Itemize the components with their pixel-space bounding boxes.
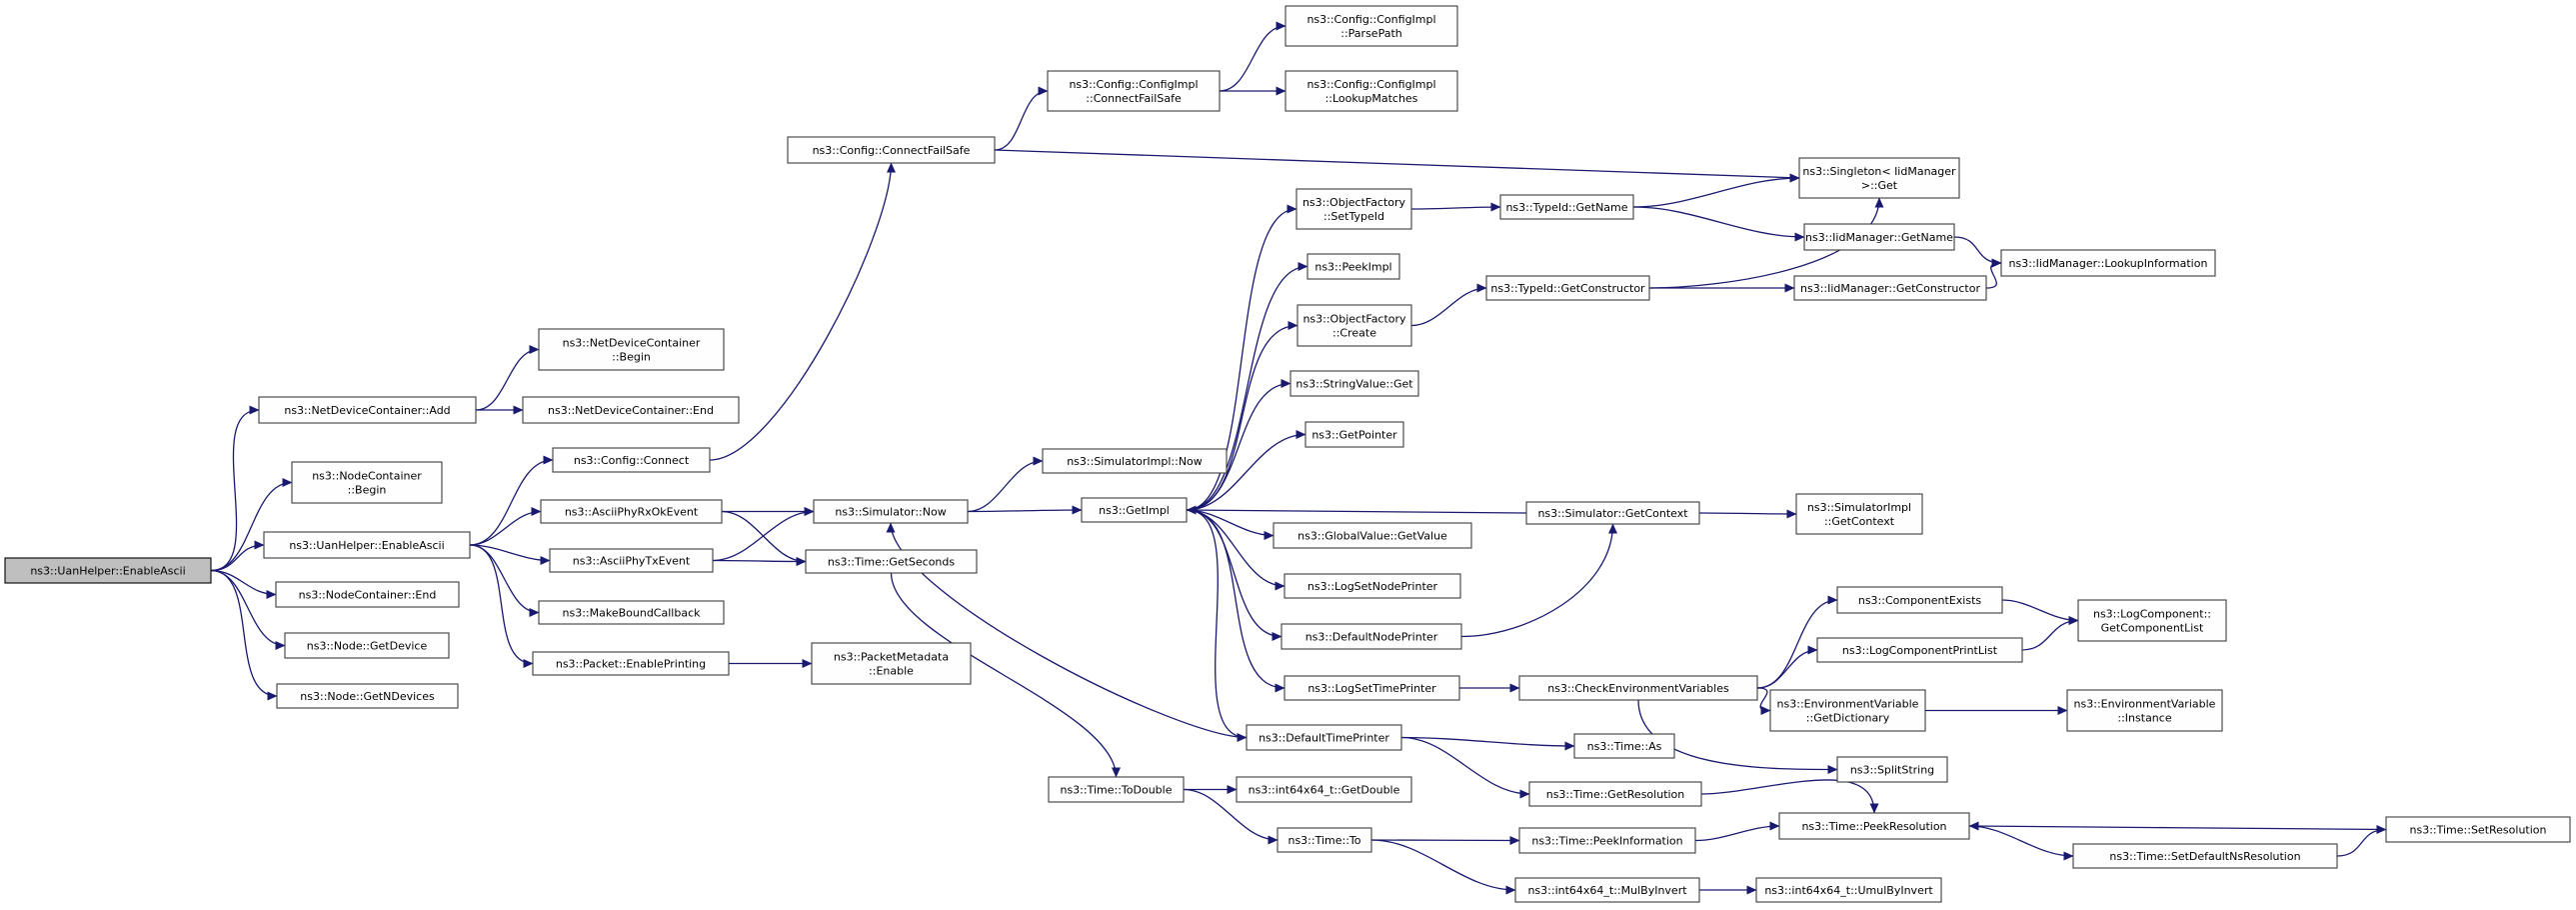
edge-iidmanager-getconstructor--iidmanager-lookupinformation (1986, 263, 2001, 288)
edge-config-connectfailsafe--configimpl-connectfailsafe (995, 91, 1048, 150)
edge-asciiphytxevent--time-getseconds (713, 561, 806, 562)
node-box (1296, 189, 1411, 229)
graph-node-configimpl-parsepath[interactable] (1286, 6, 1457, 46)
node-label: ns3::NodeContainer::End (298, 588, 437, 602)
node-label: ns3::LogSetNodePrinter (1306, 580, 1438, 593)
edge-defaultnodeprinter--simulator-getcontext (1461, 524, 1613, 637)
node-label: ns3::NodeContainer ::Begin (312, 469, 422, 497)
node-label: ns3::SimulatorImpl::Now (1067, 455, 1203, 468)
graph-node-simulator-now[interactable] (814, 500, 968, 523)
node-label: ns3::AsciiPhyRxOkEvent (564, 505, 699, 519)
graph-node-typeid-getname[interactable] (1500, 195, 1633, 219)
node-label: ns3::Node::GetDevice (306, 639, 428, 653)
node-label: ns3::TypeId::GetName (1505, 201, 1628, 214)
graph-node-environmentvariable-instance[interactable] (2067, 690, 2222, 731)
node-label: ns3::EnvironmentVariable ::GetDictionary (1776, 697, 1919, 725)
node-label: ns3::Config::ConfigImpl ::ConnectFailSafe (1069, 78, 1199, 105)
node-label: ns3::TypeId::GetConstructor (1490, 282, 1645, 295)
node-label: ns3::Singleton< IidManager >::Get (1802, 165, 1956, 192)
node-label: ns3::EnvironmentVariable ::Instance (2073, 697, 2216, 725)
node-label: ns3::Time::PeekResolution (1801, 820, 1947, 833)
graph-node-objectfactory-settypeid[interactable] (1296, 189, 1411, 229)
edge-objectfactory-settypeid--typeid-getname (1411, 207, 1500, 209)
graph-node-uanhelper-enableascii[interactable] (264, 532, 470, 558)
node-label: ns3::SimulatorImpl ::GetContext (1806, 501, 1912, 528)
edge-time-peekresolution--time-setdefaultnsresolution (1969, 826, 2073, 856)
edge-getimpl--defaulttimeprinter (1187, 510, 1247, 738)
node-label: ns3::ObjectFactory ::SetTypeId (1301, 196, 1406, 223)
node-label: ns3::Time::SetDefaultNsResolution (2109, 850, 2301, 863)
edge-configimpl-connectfailsafe--configimpl-parsepath (1220, 26, 1286, 91)
edge-uan-enableascii-root--node-getdevice (211, 571, 285, 646)
graph-node-time-as[interactable] (1574, 734, 1674, 758)
graph-node-time-peekinformation[interactable] (1519, 828, 1695, 853)
node-label: ns3::MakeBoundCallback (562, 606, 701, 620)
graph-node-nodecontainer-end[interactable] (276, 582, 459, 607)
node-label: ns3::Time::GetSeconds (827, 555, 956, 569)
node-label: ns3::Simulator::GetContext (1537, 507, 1688, 520)
graph-node-netdevicecontainer-add[interactable] (259, 397, 476, 423)
graph-node-environmentvariable-getdictionary[interactable] (1770, 690, 1925, 731)
node-label: ns3::LogSetTimePrinter (1307, 682, 1436, 695)
node-label: ns3::Config::ConfigImpl ::ParsePath (1306, 13, 1436, 40)
node-label: ns3::StringValue::Get (1295, 377, 1413, 391)
graph-node-splitstring[interactable] (1837, 757, 1947, 782)
edge-typeid-getname--singleton-iidmanager-get (1633, 178, 1799, 207)
graph-node-getpointer[interactable] (1305, 422, 1403, 447)
node-box (1286, 71, 1457, 111)
node-label: ns3::NetDeviceContainer ::Begin (562, 336, 701, 364)
node-label: ns3::int64x64_t::UmulByInvert (1764, 884, 1933, 897)
graph-node-logsettimeprinter[interactable] (1285, 676, 1459, 700)
graph-node-asciiphyrxokevent[interactable] (541, 500, 722, 523)
node-label: ns3::Time::SetResolution (2409, 823, 2547, 837)
edge-componentexists--logcomponent-getcomponentlist (2002, 600, 2078, 621)
node-label: ns3::DefaultNodePrinter (1304, 630, 1438, 644)
node-label: ns3::Node::GetNDevices (300, 690, 435, 703)
node-box (2067, 690, 2222, 731)
node-label: ns3::LogComponent:: GetComponentList (2092, 607, 2212, 635)
edge-layer (211, 26, 2386, 890)
graph-node-logsetnodeprinter[interactable] (1285, 574, 1460, 598)
node-box (1048, 71, 1220, 111)
edge-time-setdefaultnsresolution--time-setresolution (2337, 830, 2386, 857)
node-layer (5, 6, 2570, 902)
edge-defaulttimeprinter--time-getresolution (1401, 738, 1529, 795)
graph-node-logcomponent-getcomponentlist[interactable] (2078, 600, 2226, 641)
edge-time-to--time-peekinformation (1371, 840, 1519, 841)
graph-node-node-getndevices[interactable] (277, 684, 458, 708)
node-label: ns3::IidManager::GetConstructor (1800, 282, 1980, 295)
node-label: ns3::int64x64_t::MulByInvert (1527, 884, 1687, 897)
graph-node-singleton-iidmanager-get[interactable] (1799, 158, 1959, 198)
edge-uanhelper-enableascii--asciiphytxevent (470, 545, 550, 561)
graph-node-int64x64-umulbyinvert[interactable] (1756, 878, 1941, 902)
graph-node-time-setdefaultnsresolution[interactable] (2073, 844, 2337, 868)
graph-node-iidmanager-getconstructor[interactable] (1794, 276, 1986, 300)
edge-checkenvironmentvariables--logcomponentprintlist (1757, 650, 1817, 688)
node-label: ns3::Time::ToDouble (1060, 783, 1173, 797)
node-label: ns3::ComponentExists (1857, 594, 1982, 607)
node-box (1286, 6, 1457, 46)
node-label: ns3::LogComponentPrintList (1841, 644, 1998, 657)
graph-node-objectfactory-create[interactable] (1297, 305, 1411, 346)
node-label: ns3::Time::GetResolution (1545, 788, 1685, 801)
edge-getimpl--logsetnodeprinter (1187, 510, 1285, 586)
node-label: ns3::NetDeviceContainer::Add (284, 404, 451, 417)
edge-defaulttimeprinter--time-as (1401, 738, 1574, 747)
node-label: ns3::ObjectFactory ::Create (1302, 312, 1406, 340)
node-box (1796, 494, 1922, 534)
edge-time-getresolution--time-peekresolution (1701, 780, 1874, 813)
graph-node-configimpl-connectfailsafe[interactable] (1048, 71, 1220, 111)
graph-node-checkenvironmentvariables[interactable] (1519, 676, 1757, 700)
node-label: ns3::Config::Connect (573, 454, 690, 467)
edge-iidmanager-getname--iidmanager-lookupinformation (1954, 237, 2001, 263)
node-label: ns3::GetPointer (1311, 428, 1397, 442)
graph-node-time-todouble[interactable] (1049, 777, 1184, 802)
graph-node-int64x64-getdouble[interactable] (1237, 777, 1411, 802)
node-label: ns3::Config::ConnectFailSafe (812, 144, 971, 157)
edge-uanhelper-enableascii--packet-enableprinting (470, 545, 533, 664)
graph-node-uan-enableascii-root (5, 558, 211, 583)
node-label: ns3::GlobalValue::GetValue (1297, 529, 1447, 543)
graph-node-netdevicecontainer-end[interactable] (523, 397, 739, 423)
node-label: ns3::IidManager::LookupInformation (2008, 257, 2208, 270)
node-label: ns3::SplitString (1849, 763, 1935, 777)
edge-logcomponentprintlist--logcomponent-getcomponentlist (2022, 621, 2078, 651)
node-label: ns3::Simulator::Now (835, 505, 947, 519)
edge-simulator-getcontext--simulatorimpl-getcontext (1699, 513, 1796, 514)
graph-node-defaulttimeprinter[interactable] (1247, 725, 1401, 750)
graph-node-iidmanager-lookupinformation[interactable] (2001, 250, 2215, 276)
node-label: ns3::UanHelper::EnableAscii (289, 539, 445, 552)
node-label: ns3::Time::To (1288, 834, 1361, 847)
graph-node-time-to[interactable] (1278, 828, 1371, 852)
graph-node-configimpl-lookupmatches[interactable] (1286, 71, 1457, 111)
graph-node-stringvalue-get[interactable] (1290, 371, 1418, 396)
edge-getimpl--defaultnodeprinter (1187, 510, 1282, 637)
edge-simulator-now--simulatorimpl-now (968, 461, 1043, 512)
node-label: ns3::int64x64_t::GetDouble (1248, 783, 1400, 797)
node-label: ns3::UanHelper::EnableAscii (30, 564, 186, 578)
node-label: ns3::GetImpl (1099, 504, 1170, 517)
node-box (2078, 600, 2226, 641)
edge-uanhelper-enableascii--asciiphyrxokevent (470, 512, 541, 546)
graph-node-simulatorimpl-getcontext[interactable] (1796, 494, 1922, 534)
edge-objectfactory-create--typeid-getconstructor (1411, 288, 1486, 326)
edge-uan-enableascii-root--nodecontainer-end (211, 571, 276, 595)
edge-time-to--int64x64-mulbyinvert (1371, 840, 1515, 890)
graph-node-packetmetadata-enable[interactable] (812, 643, 971, 684)
node-label: ns3::Time::PeekInformation (1531, 834, 1683, 848)
edge-checkenvironmentvariables--environmentvariable-getdictionary (1757, 688, 1770, 711)
graph-node-makeboundcallback[interactable] (539, 601, 724, 624)
edge-typeid-getname--iidmanager-getname (1633, 207, 1804, 237)
graph-node-peekimpl[interactable] (1307, 254, 1399, 279)
edge-asciiphytxevent--simulator-now (713, 512, 814, 561)
graph-node-time-getseconds[interactable] (806, 550, 977, 573)
node-label: ns3::PeekImpl (1314, 260, 1392, 274)
node-label: ns3::DefaultTimePrinter (1259, 731, 1389, 745)
node-box (812, 643, 971, 684)
node-label: ns3::Time::As (1586, 740, 1662, 753)
graph-node-simulatorimpl-now[interactable] (1043, 449, 1227, 473)
node-box (539, 329, 724, 370)
node-label: ns3::AsciiPhyTxEvent (572, 554, 691, 568)
node-label: ns3::PacketMetadata ::Enable (833, 650, 950, 678)
graph-node-time-getresolution[interactable] (1529, 782, 1701, 806)
edge-asciiphyrxokevent--time-getseconds (722, 512, 806, 562)
graph-node-config-connect[interactable] (553, 448, 710, 472)
graph-node-node-getdevice[interactable] (285, 633, 449, 658)
edge-uanhelper-enableascii--makeboundcallback (470, 545, 539, 613)
node-box (1770, 690, 1925, 731)
graph-node-asciiphytxevent[interactable] (550, 549, 713, 572)
graph-node-config-connectfailsafe[interactable] (788, 137, 995, 163)
edge-uan-enableascii-root--node-getndevices (211, 571, 277, 697)
graph-node-time-setresolution[interactable] (2386, 817, 2570, 842)
graph-node-netdevicecontainer-begin[interactable] (539, 329, 724, 370)
graph-node-int64x64-mulbyinvert[interactable] (1515, 878, 1699, 902)
node-box (1297, 305, 1411, 346)
graph-node-getimpl[interactable] (1082, 498, 1187, 522)
edge-config-connectfailsafe--singleton-iidmanager-get (995, 150, 1799, 178)
graph-node-logcomponentprintlist[interactable] (1817, 638, 2022, 662)
graph-node-packet-enableprinting[interactable] (533, 652, 729, 675)
graph-node-globalvalue-getvalue[interactable] (1274, 523, 1471, 548)
node-label: ns3::CheckEnvironmentVariables (1547, 682, 1729, 695)
graph-node-nodecontainer-begin[interactable] (292, 462, 442, 503)
edge-getimpl--stringvalue-get (1187, 384, 1290, 511)
graph-node-defaultnodeprinter[interactable] (1282, 624, 1461, 649)
edge-getimpl--logsettimeprinter (1187, 510, 1285, 688)
edge-uan-enableascii-root--uanhelper-enableascii (211, 545, 264, 571)
edge-simulator-now--getimpl (968, 510, 1082, 512)
node-label: ns3::IidManager::GetName (1805, 231, 1953, 244)
edge-simulator-getcontext--getimpl (1187, 510, 1526, 513)
node-box (292, 462, 442, 503)
node-box (1799, 158, 1959, 198)
edge-time-peekinformation--time-peekresolution (1695, 826, 1779, 841)
graph-node-typeid-getconstructor[interactable] (1486, 276, 1649, 300)
edge-time-setresolution--time-peekresolution (1969, 826, 2386, 830)
graph-node-time-peekresolution[interactable] (1779, 813, 1969, 839)
node-label: ns3::Config::ConfigImpl ::LookupMatches (1306, 78, 1436, 105)
graph-node-simulator-getcontext[interactable] (1526, 502, 1699, 524)
graph-node-iidmanager-getname[interactable] (1804, 224, 1954, 250)
node-label: ns3::Packet::EnablePrinting (555, 657, 707, 671)
graph-node-componentexists[interactable] (1837, 587, 2002, 613)
node-label: ns3::NetDeviceContainer::End (548, 404, 714, 417)
